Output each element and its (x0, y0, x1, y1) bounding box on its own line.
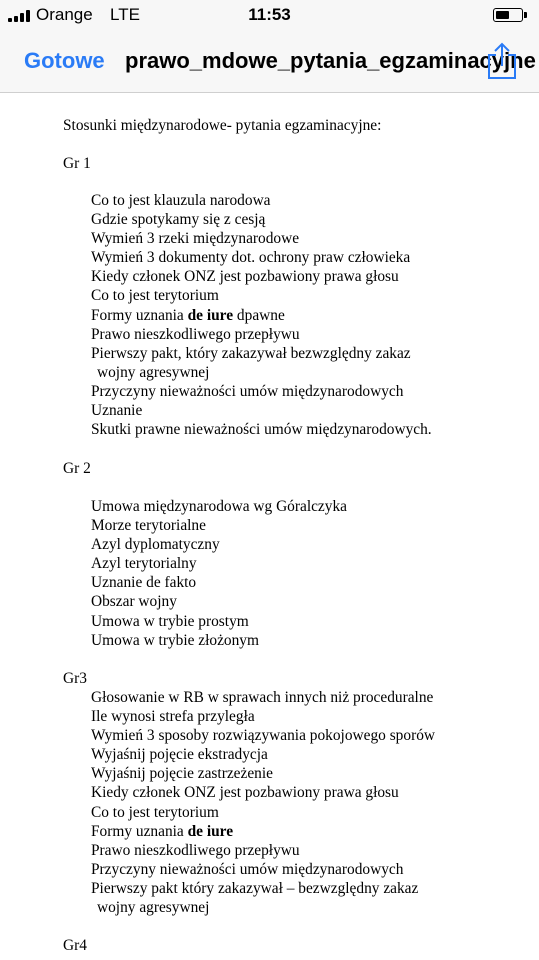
question-text (91, 612, 471, 631)
status-bar (0, 0, 539, 32)
question-text (91, 764, 471, 783)
question-text-line: Skutki prawne nieważności umów międzynarodowych. (91, 421, 432, 439)
question-text-line: Przyczyny nieważności umów międzynarodowych (91, 382, 404, 400)
battery-level-fill (496, 11, 509, 19)
question-text (91, 382, 471, 401)
question-text (91, 420, 471, 439)
question-text-line: Wymień 3 sposoby rozwiązywania pokojowego sporów (91, 727, 436, 745)
question-text-line: Uznanie de fakto (91, 574, 197, 592)
question-text-line: Prawo nieszkodliwego przepływu (91, 325, 300, 343)
question-text-line: Prawo nieszkodliwego przepływu (91, 841, 300, 859)
question-text (91, 592, 471, 611)
question-text (91, 841, 471, 860)
document-view[interactable] (0, 93, 539, 960)
question-text-line: Kiedy członek ONZ jest pozbawiony prawa głosu (91, 784, 399, 802)
question-text-line: Umowa w trybie złożonym (91, 631, 259, 649)
navigation-bar (0, 32, 539, 93)
question-text-line: Wyjaśnij pojęcie zastrzeżenie (91, 765, 273, 783)
question-text (91, 860, 471, 879)
battery-icon (493, 8, 523, 22)
question-text (91, 535, 471, 554)
question-text (91, 344, 471, 382)
network-type: LTE (110, 5, 140, 24)
question-text (91, 707, 471, 726)
question-text-line: Morze terytorialne (91, 517, 206, 535)
question-text (91, 803, 471, 822)
question-text (91, 631, 471, 650)
question-text-continuation: wojny agresywnej (97, 899, 210, 917)
question-text-line: Wymień 3 rzeki międzynarodowe (91, 230, 300, 248)
question-text-line: Ile wynosi strefa przyległa (91, 708, 255, 726)
document-title: prawo_mdowe_pytania_egzaminacyjne (125, 48, 536, 73)
share-icon[interactable] (486, 42, 518, 80)
question-text (91, 726, 471, 745)
carrier-name: Orange (36, 5, 93, 24)
question-text (91, 306, 471, 325)
question-text-bold: de iure (187, 822, 234, 840)
question-text (91, 879, 471, 917)
question-text-line: Azyl dyplomatyczny (91, 536, 220, 554)
question-text-continuation: wojny agresywnej (97, 363, 210, 381)
question-text (91, 516, 471, 535)
question-text-line: Kiedy członek ONZ jest pozbawiony prawa głosu (91, 268, 399, 286)
question-text-part: Formy uznania (91, 306, 188, 324)
question-text-line: Pierwszy pakt który zakazywał – bezwzględny zakaz (91, 879, 419, 897)
question-text (91, 325, 471, 344)
question-text-line: Wyjaśnij pojęcie ekstradycja (91, 746, 268, 764)
question-text-line: Uznanie (91, 402, 143, 420)
question-text-line: Pierwszy pakt, który zakazywał bezwzględny zakaz (91, 344, 411, 362)
question-text-part: dpawne (233, 306, 285, 324)
question-text (91, 401, 471, 420)
group-title: Gr3 (63, 670, 87, 687)
question-text (91, 822, 471, 841)
document-heading: Stosunki międzynarodowe- pytania egzaminacyjne: (63, 117, 382, 134)
question-text (91, 248, 471, 267)
question-text (91, 229, 471, 248)
question-text (91, 267, 471, 286)
question-text (91, 688, 471, 707)
question-text-line: Co to jest terytorium (91, 287, 219, 305)
group-title: Gr4 (63, 937, 87, 954)
done-button[interactable]: Gotowe (24, 48, 105, 73)
question-text (91, 497, 471, 516)
question-text-line: Głosowanie w RB w sprawach innych niż proceduralne (91, 689, 434, 706)
question-text (91, 554, 471, 573)
question-text-bold: de iure (187, 306, 234, 324)
question-text-line: Gdzie spotykamy się z cesją (91, 211, 266, 229)
question-text-line: Umowa międzynarodowa wg Góralczyka (91, 498, 347, 515)
question-text (91, 191, 471, 210)
question-text-line: Co to jest terytorium (91, 803, 219, 821)
group-title: Gr 1 (63, 155, 91, 172)
status-time: 11:53 (248, 5, 291, 24)
question-text-part: Formy uznania (91, 822, 188, 840)
question-text-line: Przyczyny nieważności umów międzynarodowych (91, 860, 404, 878)
question-text-line: Co to jest klauzula narodowa (91, 192, 271, 209)
battery-cap (524, 12, 527, 18)
question-text (91, 783, 471, 802)
question-text (91, 286, 471, 305)
question-text-line: Umowa w trybie prostym (91, 612, 249, 630)
group-title: Gr 2 (63, 460, 91, 477)
question-text (91, 745, 471, 764)
question-text-line: Azyl terytorialny (91, 555, 197, 573)
question-text-line: Wymień 3 dokumenty dot. ochrony praw człowieka (91, 249, 411, 267)
question-text-line: Obszar wojny (91, 593, 177, 611)
question-text (91, 573, 471, 592)
question-text (91, 210, 471, 229)
